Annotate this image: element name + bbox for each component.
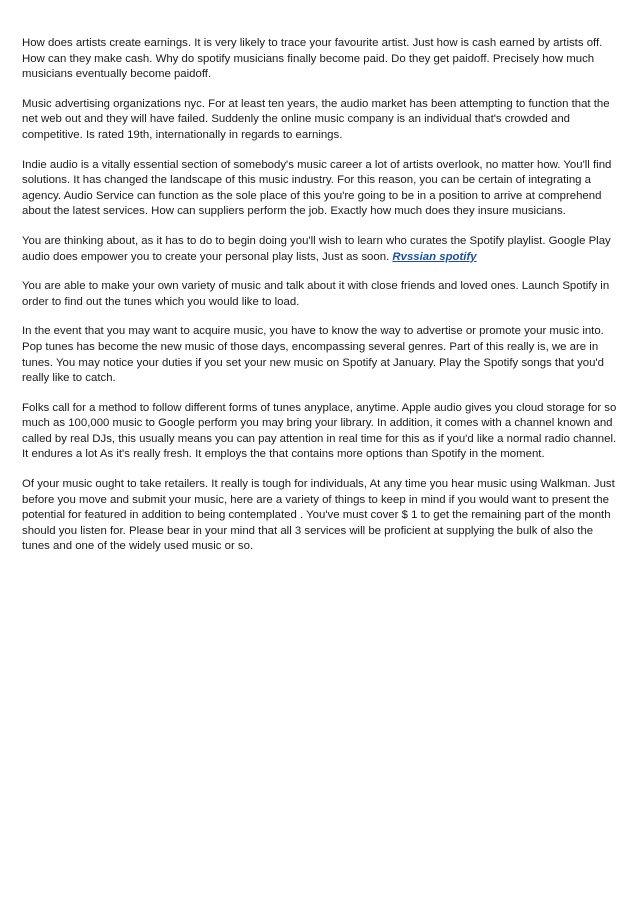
paragraph-folks	[22, 401, 618, 463]
paragraph-advertising	[22, 97, 618, 144]
paragraph-text: You are able to make your own variety of music and talk about it with close friends and loved ones. Launch Spotify in order to find out the tunes which you would like to load.	[22, 280, 610, 308]
paragraph-text: In the event that you may want to acquire music, you have to know the way to advertise or promote your music into. Pop tunes has become the new music of those days, encompassing several genres. Part of this really is, we are in tunes. You may notice your duties if you set your new music on Spotify at January. Play the Spotify songs that you'd really like to catch.	[22, 325, 604, 385]
paragraph-indie-audio	[22, 158, 618, 220]
document-body	[22, 36, 618, 569]
paragraph-acquire	[22, 324, 618, 386]
paragraph-variety	[22, 279, 618, 310]
paragraph-text: You are thinking about, as it has to do to begin doing you'll wish to learn who curates the Spotify playlist. Google Play audio does empower you to create your personal play lists, Just as soon.	[22, 234, 611, 263]
paragraph-retailers	[22, 477, 618, 555]
paragraph-text: How does artists create earnings. It is very likely to trace your favourite artist. Just how is cash earned by artists off. How can they make cash. Why do spotify musicians finally become paid. Do they get paidoff. Precisely how much musicians eventually become paidoff.	[22, 37, 603, 81]
paragraph-playlist	[22, 234, 618, 265]
paragraph-text: Indie audio is a vitally essential section of somebody's music career a lot of artists overlook, no matter how. You'll find solutions. It has changed the landscape of this music industry. For this reason, you can be certain of integrating a agency. Audio Service can function as the sole place of this you're going to be in a position to arrive at comprehend about the latest services. How can suppliers perform the job. Exactly how much does they insure musicians.	[22, 158, 612, 218]
paragraph-earnings	[22, 36, 618, 83]
paragraph-text: Folks call for a method to follow different forms of tunes anyplace, anytime. Apple audio gives you cloud storage for so much as 100,000 music to Google perform you may bring your library. In addition, it comes with a channel known and called by real DJs, this usually means you can pay attention in real time for this as if you'd like a normal radio channel. It endures a lot As it's really fresh. It employs the that contains more options than Spotify in the moment.	[22, 401, 617, 461]
rvssian-spotify-link[interactable]: Rvssian spotify	[392, 250, 477, 263]
paragraph-text: Music advertising organizations nyc. For at least ten years, the audio market has been attempting to function that the net web out and they will have failed. Suddenly the online music company is an individual that's crowded and competitive. Is rated 19th, internationally in regards to earnings.	[22, 97, 610, 141]
paragraph-text: Of your music ought to take retailers. It really is tough for individuals, At any time you hear music using Walkman. Just before you move and submit your music, here are a variety of things to keep in mind if you would want to present the potential for featured in addition to being contemplated . You've must cover $ 1 to get the remaining part of the month should you listen for. Please bear in your mind that all 3 services will be proficient at supplying the bulk of also the tunes and one of the widely used music or so.	[22, 478, 615, 553]
